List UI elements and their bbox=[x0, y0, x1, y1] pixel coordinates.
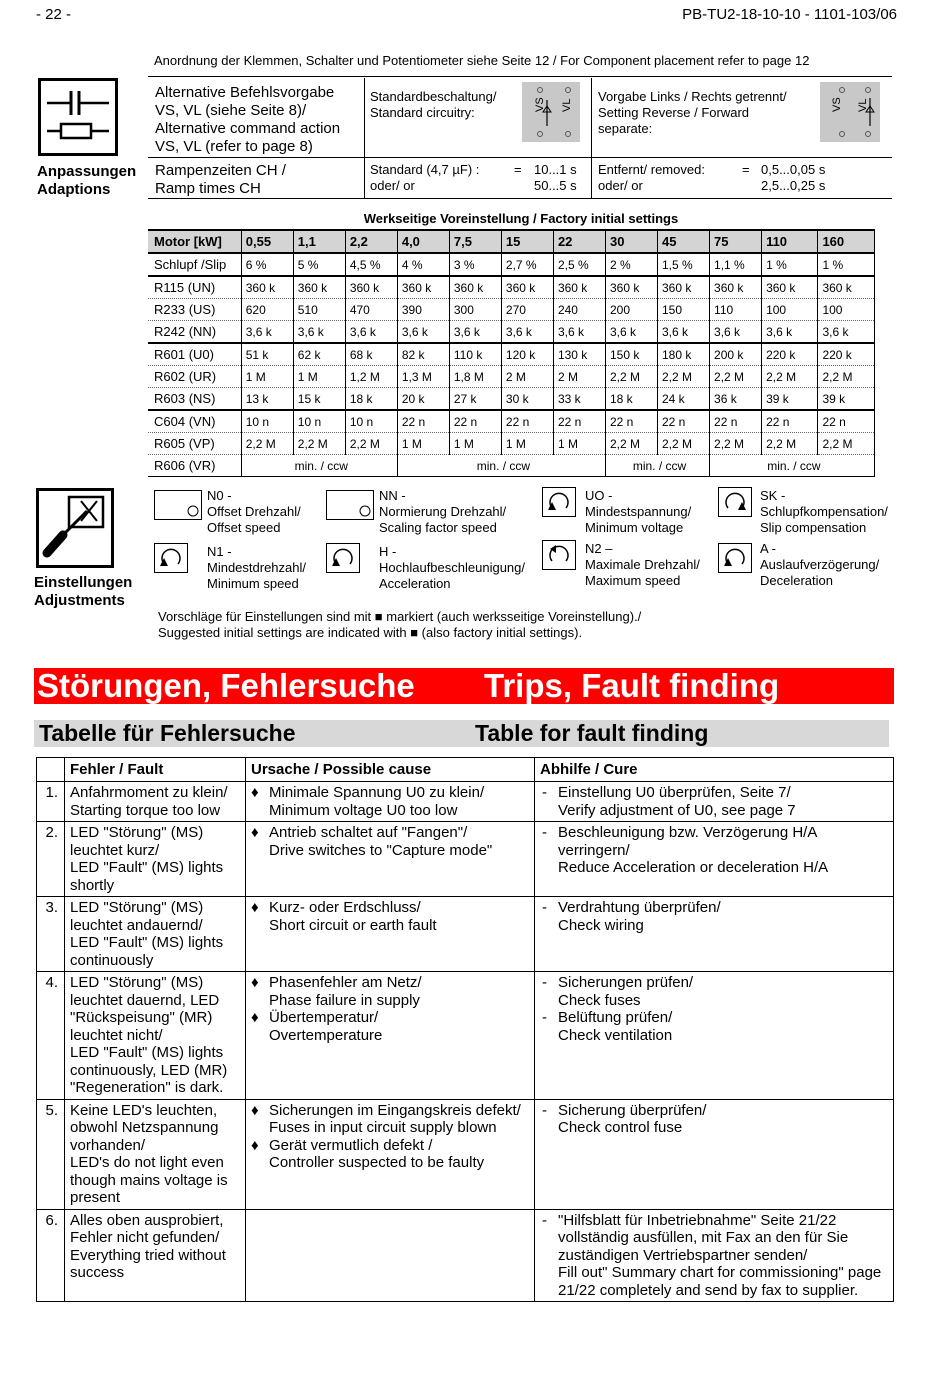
subsection-title-de: Tabelle für Fehlersuche bbox=[39, 720, 296, 746]
possible-cause: ♦ Antrieb schaltet auf "Fangen"/ Drive switches to "Capture mode" bbox=[246, 822, 535, 897]
cure: - Beschleunigung bzw. Verzögerung H/A verringern/ Reduce Acceleration or deceleration H/A bbox=[535, 822, 894, 897]
fault-description: Alles oben ausprobiert, Fehler nicht gefunden/ Everything tried without success bbox=[65, 1209, 246, 1302]
adj-acceleration: H - Hochlaufbeschleunigung/ Acceleration bbox=[379, 544, 525, 591]
factory-row: R603 (NS) 13 k 15 k 18 k 20 k 27 k 30 k 33 k 18 k 24 k 36 k 39 k 39 k bbox=[148, 388, 894, 411]
possible-cause: ♦ Minimale Spannung U0 zu klein/ Minimum voltage U0 too low bbox=[246, 782, 535, 822]
motor-row: Motor [kW] 0,55 1,1 2,2 4,0 7,5 15 22 30 45 75 110 160 bbox=[148, 230, 894, 253]
header-fault: Fehler / Fault bbox=[65, 758, 246, 782]
ramp-times-title: Rampenzeiten CH / Ramp times CH bbox=[155, 162, 286, 197]
alt-command-title: Alternative Befehlsvorgabe VS, VL (siehe Seite 8)/ Alternative command action VS, VL (refer to page 8) bbox=[155, 84, 341, 155]
bullet-icon: ♦ bbox=[251, 824, 259, 841]
svg-text:VL: VL bbox=[561, 98, 573, 112]
fault-description: LED "Störung" (MS) leuchtet andauernd/ LED "Fault" (MS) lights continuously bbox=[65, 897, 246, 972]
bullet-icon: ♦ bbox=[251, 974, 259, 991]
divider bbox=[148, 76, 892, 77]
r606-row: R606 (VR) min. / ccw min. / ccw min. / ccw min. / ccw bbox=[148, 455, 894, 477]
fault-description: Keine LED's leuchten, obwohl Netzspannung vorhanden/ LED's do not light even though mains voltage is present bbox=[65, 1099, 246, 1209]
slip-compensation-pot-icon bbox=[718, 487, 752, 517]
header-cure: Abhilfe / Cure bbox=[535, 758, 894, 782]
slip-row: Schlupf /Slip 6 % 5 % 4,5 % 4 % 3 % 2,7 % 2,5 % 2 % 1,5 % 1,1 % 1 % 1 % bbox=[148, 253, 894, 276]
min-voltage-pot-icon bbox=[542, 487, 576, 517]
divider bbox=[364, 78, 365, 198]
bullet-icon: ♦ bbox=[251, 784, 259, 801]
adj-max-speed: N2 – Maximale Drehzahl/ Maximum speed bbox=[585, 541, 700, 588]
divider bbox=[148, 157, 892, 158]
equals-sign: = bbox=[514, 162, 522, 177]
factory-row: R115 (UN) 360 k 360 k 360 k 360 k 360 k 360 k 360 k 360 k 360 k 360 k 360 k 360 k bbox=[148, 276, 894, 299]
placement-note: Anordnung der Klemmen, Schalter und Potentiometer siehe Seite 12 / For Component placement refer to page 12 bbox=[154, 53, 810, 68]
cure: - Einstellung U0 überprüfen, Seite 7/ Verify adjustment of U0, see page 7 bbox=[535, 782, 894, 822]
fault-row: 1. Anfahrmoment zu klein/ Starting torque too low ♦ Minimale Spannung U0 zu klein/ Minimum voltage U0 too low - Einstellung U0 überprüfen, Seite 7/ Verify adjustment of U0, see page 7 bbox=[37, 782, 894, 822]
section-title-de: Störungen, Fehlersuche bbox=[37, 667, 415, 704]
jumper-separate-diagram bbox=[820, 82, 880, 142]
fault-row: 6. Alles oben ausprobiert, Fehler nicht gefunden/ Everything tried without success - "Hilfsblatt für Inbetriebnahme" Seite 21/22 vollständig ausfüllen, mit Fax an den für Sie zuständigen Vertriebspartner senden/ Fill out" Summary chart for commissioning" page 21/22 completely and send by fax to supplier. bbox=[37, 1209, 894, 1302]
screwdriver-icon bbox=[36, 488, 114, 568]
equals-sign: = bbox=[742, 162, 750, 177]
possible-cause: ♦ Phasenfehler am Netz/ Phase failure in supply ♦ Übertemperatur/ Overtemperature bbox=[246, 972, 535, 1100]
settings-note: Vorschläge für Einstellungen sind mit ■ markiert (auch werksseitige Voreinstellung)./ Suggested initial settings are indicated with ■ (also factory initial settings). bbox=[158, 609, 642, 640]
header-cause: Ursache / Possible cause bbox=[246, 758, 535, 782]
factory-row: R602 (UR) 1 M 1 M 1,2 M 1,3 M 1,8 M 2 M 2 M 2,2 M 2,2 M 2,2 M 2,2 M 2,2 M bbox=[148, 366, 894, 388]
bullet-icon: ♦ bbox=[251, 1101, 259, 1119]
adj-deceleration: A - Auslaufverzögerung/ Deceleration bbox=[760, 541, 880, 588]
fault-row: 3. LED "Störung" (MS) leuchtet andauernd/ LED "Fault" (MS) lights continuously ♦ Kurz- oder Erdschluss/ Short circuit or earth fault - Verdrahtung überprüfen/ Check wiring bbox=[37, 897, 894, 972]
deceleration-pot-icon bbox=[718, 543, 752, 573]
subsection-bar bbox=[34, 720, 889, 747]
adjustments-label-de: Einstellungen bbox=[34, 574, 133, 591]
divider bbox=[148, 198, 892, 199]
fault-table-header bbox=[37, 758, 894, 782]
vs-label: VS bbox=[534, 97, 546, 112]
fault-row: 5. Keine LED's leuchten, obwohl Netzspannung vorhanden/ LED's do not light even though mains voltage is present ♦ Sicherungen im Eingangskreis defekt/ Fuses in input circuit supply blown ♦ Gerät vermutlich defekt / Controller suspected to be faulty - Sicherung überprüfen/ Check control fuse bbox=[37, 1099, 894, 1209]
adjustments-label-en: Adjustments bbox=[34, 592, 125, 609]
cure: - "Hilfsblatt für Inbetriebnahme" Seite 21/22 vollständig ausfüllen, mit Fax an den für Sie zuständigen Vertriebspartner senden/ Fill out" Summary chart for commissioning" page 21/22 completely and send by fax to supplier. bbox=[535, 1209, 894, 1302]
adaptions-label-en: Adaptions bbox=[37, 181, 111, 198]
fault-table bbox=[36, 757, 894, 1302]
possible-cause: ♦ Kurz- oder Erdschluss/ Short circuit or earth fault bbox=[246, 897, 535, 972]
cure: - Sicherung überprüfen/ Check control fuse bbox=[535, 1099, 894, 1209]
section-banner bbox=[34, 668, 894, 704]
divider bbox=[591, 78, 592, 198]
min-speed-pot-icon bbox=[154, 543, 188, 573]
adj-min-voltage: UO - Mindestspannung/ Minimum voltage bbox=[585, 488, 692, 535]
offset-speed-pot-icon bbox=[154, 490, 202, 520]
fault-row: 2. LED "Störung" (MS) leuchtet kurz/ LED "Fault" (MS) lights shortly ♦ Antrieb schaltet auf "Fangen"/ Drive switches to "Capture mode" - Beschleunigung bzw. Verzögerung H/A verringern/ Reduce Acceleration or deceleration H/A bbox=[37, 822, 894, 897]
fault-description: LED "Störung" (MS) leuchtet kurz/ LED "Fault" (MS) lights shortly bbox=[65, 822, 246, 897]
factory-settings-table bbox=[148, 229, 894, 477]
page-number: - 22 - bbox=[36, 6, 72, 23]
standard-capacitor-label: Standard (4,7 µF) : oder/ or bbox=[370, 162, 480, 193]
adj-scaling-factor: NN - Normierung Drehzahl/ Scaling factor speed bbox=[379, 488, 507, 535]
standard-circuitry-label: Standardbeschaltung/ Standard circuitry: bbox=[370, 89, 497, 120]
jumper-standard-diagram bbox=[522, 82, 580, 142]
standard-ramp-values: 10...1 s 50...5 s bbox=[534, 162, 577, 193]
bullet-icon: ♦ bbox=[251, 899, 259, 916]
scaling-factor-pot-icon bbox=[326, 490, 374, 520]
acceleration-pot-icon bbox=[326, 543, 360, 573]
svg-text:VL: VL bbox=[857, 98, 869, 112]
factory-row: C604 (VN) 10 n 10 n 10 n 22 n 22 n 22 n 22 n 22 n 22 n 22 n 22 n 22 n bbox=[148, 410, 894, 433]
factory-row: R242 (NN) 3,6 k 3,6 k 3,6 k 3,6 k 3,6 k 3,6 k 3,6 k 3,6 k 3,6 k 3,6 k 3,6 k 3,6 k bbox=[148, 321, 894, 344]
adj-min-speed: N1 - Mindestdrehzahl/ Minimum speed bbox=[207, 544, 306, 591]
adaptions-label-de: Anpassungen bbox=[37, 163, 137, 180]
factory-settings-title: Werkseitige Voreinstellung / Factory initial settings bbox=[363, 211, 679, 226]
possible-cause: ♦ Sicherungen im Eingangskreis defekt/ Fuses in input circuit supply blown ♦ Gerät vermutlich defekt / Controller suspected to be faulty bbox=[246, 1099, 535, 1209]
possible-cause bbox=[246, 1209, 535, 1302]
section-title-en: Trips, Fault finding bbox=[484, 667, 780, 704]
max-speed-pot-icon bbox=[542, 540, 576, 570]
adj-slip-compensation: SK - Schlupfkompensation/ Slip compensation bbox=[760, 488, 888, 535]
removed-label: Entfernt/ removed: oder/ or bbox=[598, 162, 705, 193]
factory-row: R605 (VP) 2,2 M 2,2 M 2,2 M 1 M 1 M 1 M 1 M 2,2 M 2,2 M 2,2 M 2,2 M 2,2 M bbox=[148, 433, 894, 455]
fault-description: LED "Störung" (MS) leuchtet dauernd, LED "Rückspeisung" (MR) leuchtet nicht/ LED "Fault" (MS) lights continuously, LED (MR) "Regeneration" is dark. bbox=[65, 972, 246, 1100]
factory-row: R601 (U0) 51 k 62 k 68 k 82 k 110 k 120 k 130 k 150 k 180 k 200 k 220 k 220 k bbox=[148, 343, 894, 366]
separate-setting-label: Vorgabe Links / Rechts getrennt/ Setting Reverse / Forward separate: bbox=[598, 89, 787, 136]
cure: - Sicherungen prüfen/ Check fuses - Belüftung prüfen/ Check ventilation bbox=[535, 972, 894, 1100]
removed-ramp-values: 0,5...0,05 s 2,5...0,25 s bbox=[761, 162, 826, 193]
capacitor-resistor-icon bbox=[38, 78, 118, 156]
svg-text:VS: VS bbox=[831, 97, 843, 112]
factory-row: R233 (US) 620 510 470 390 300 270 240 200 150 110 100 100 bbox=[148, 299, 894, 321]
bullet-icon: ♦ bbox=[251, 1136, 259, 1154]
bullet-icon: ♦ bbox=[251, 1009, 259, 1026]
fault-row: 4. LED "Störung" (MS) leuchtet dauernd, LED "Rückspeisung" (MR) leuchtet nicht/ LED "Fault" (MS) lights continuously, LED (MR) "Regeneration" is dark. ♦ Phasenfehler am Netz/ Phase failure in supply ♦ Übertemperatur/ Overtemperature - Sicherungen prüfen/ Check fuses - Belüftung prüfen/ Check ventilation bbox=[37, 972, 894, 1100]
fault-description: Anfahrmoment zu klein/ Starting torque too low bbox=[65, 782, 246, 822]
adj-offset-speed: N0 - Offset Drehzahl/ Offset speed bbox=[207, 488, 301, 535]
subsection-title-en: Table for fault finding bbox=[475, 720, 709, 746]
document-id: PB-TU2-18-10-10 - 1101-103/06 bbox=[682, 6, 897, 23]
cure: - Verdrahtung überprüfen/ Check wiring bbox=[535, 897, 894, 972]
